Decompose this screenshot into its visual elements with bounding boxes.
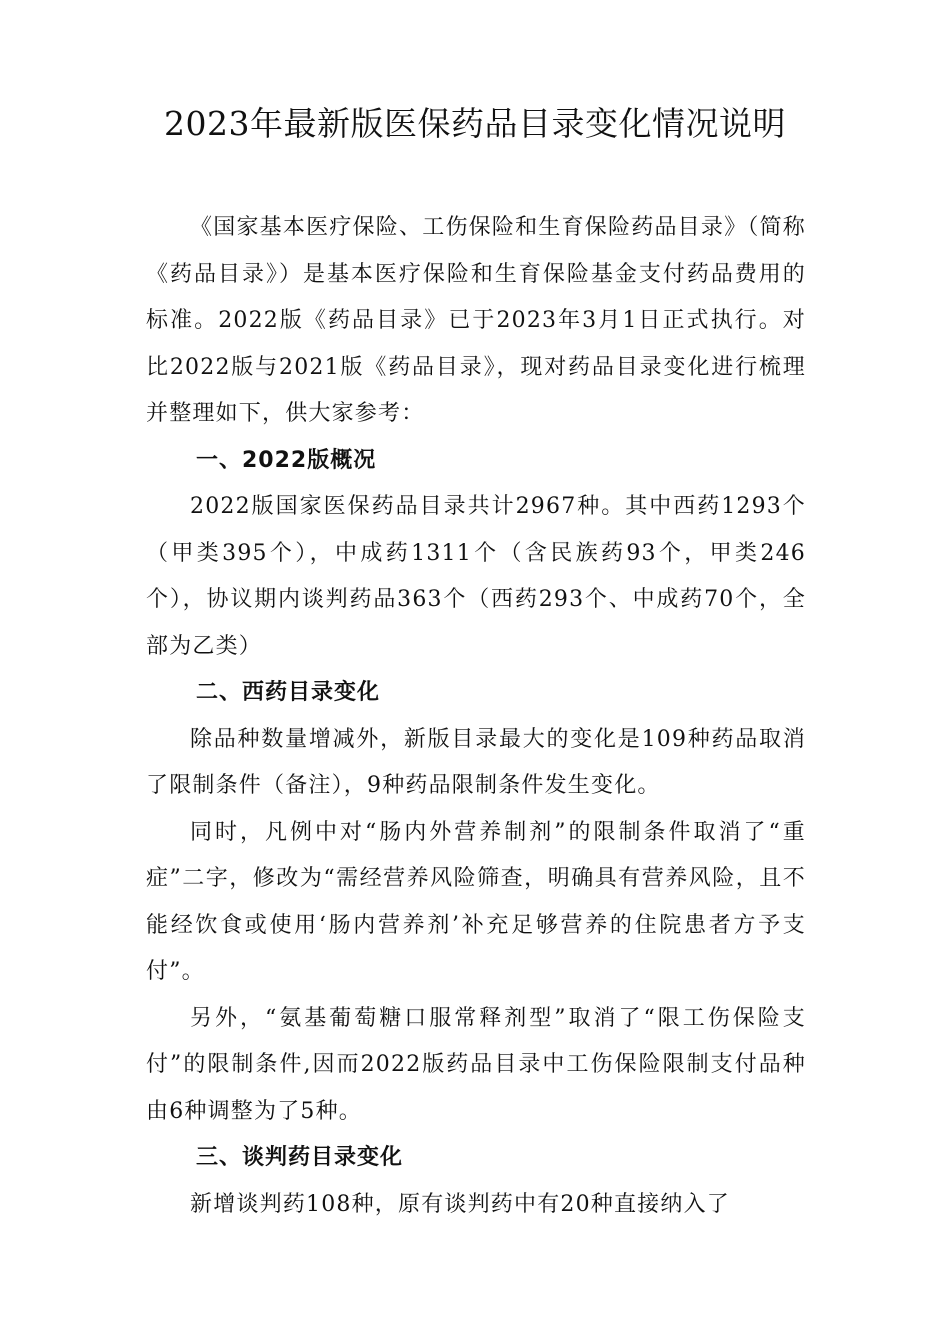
section-paragraph: 2022版国家医保药品目录共计2967种。其中西药1293个（甲类395个），中成药1311个（含民族药93个，甲类246个），协议期内谈判药品363个（西药293个、中成药70个，全部为乙类） xyxy=(146,494,806,659)
section-paragraph: 另外，“氨基葡萄糖口服常释剂型”取消了“限工伤保险支付”的限制条件,因而2022版药品目录中工伤保险限制支付品种由6种调整为了5种。 xyxy=(146,1005,806,1124)
intro-paragraph: 《国家基本医疗保险、工伤保险和生育保险药品目录》（简称《药品目录》）是基本医疗保险和生育保险基金支付药品费用的标准。2022版《药品目录》已于2023年3月1日正式执行。对比2022版与2021版《药品目录》，现对药品目录变化进行梳理并整理如下，供大家参考： xyxy=(146,215,806,426)
section-paragraph: 新增谈判药108种，原有谈判药中有20种直接纳入了 xyxy=(190,1191,730,1217)
section-heading-western-medicine: 二、西药目录变化 xyxy=(196,680,381,705)
document-body xyxy=(146,205,806,1228)
section-paragraph: 除品种数量增减外，新版目录最大的变化是109种药品取消了限制条件（备注），9种药品限制条件发生变化。 xyxy=(146,726,806,798)
section-paragraph: 同时，凡例中对“肠内外营养制剂”的限制条件取消了“重症”二字，修改为“需经营养风险筛查，明确具有营养风险，且不能经饮食或使用‘肠内营养剂’补充足够营养的住院患者方予支付”。 xyxy=(146,819,806,984)
section-heading-overview: 一、2022版概况 xyxy=(196,447,377,473)
section-heading-negotiated-drugs: 三、谈判药目录变化 xyxy=(196,1145,404,1170)
document-title: 2023年最新版医保药品目录变化情况说明 xyxy=(164,104,786,143)
